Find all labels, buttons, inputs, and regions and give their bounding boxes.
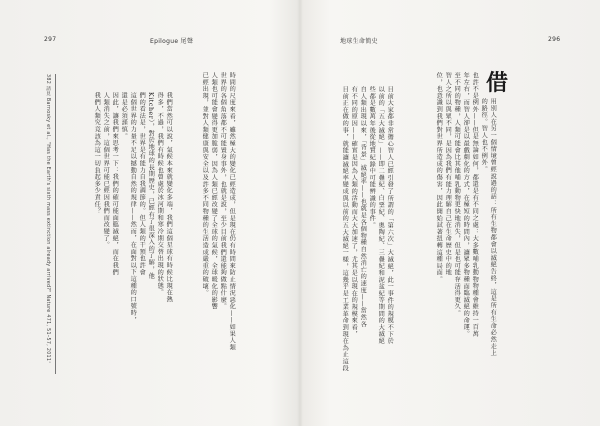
body-column: 目前大家都非常擔心智人已經引發了所謂的「第六次」大滅絕，此一事件的規模不下於 bbox=[386, 86, 394, 345]
body-column: 世界的各個角落都不可能置身事外，也就是說，至少目前我們還能夠做點什麼。 bbox=[219, 72, 227, 310]
running-head-right: 地球生命簡史 bbox=[340, 38, 378, 45]
body-column: 也許不是例外——但是無論如何，都還是有不同之處：大多數哺乳動物物種會維持一百萬 bbox=[471, 72, 479, 338]
footnote: 382 請見 Barnosky et al., "Has the Earth's sixth mass extinction already arrived?" Nature 471, 51–57, 2011。 bbox=[45, 74, 50, 367]
body-column: 時間的尺度來看，雖然極大的變化已經造成，但是現在仍有時間來防止情況惡化——如果人類 bbox=[228, 72, 236, 351]
body-column: 的路徑。智人也不例外。 bbox=[480, 98, 488, 173]
body-column: 得多，不過，我們有時候也曾處於冰河期和寒冷期交替出現的狀態。 bbox=[156, 92, 164, 296]
page-number-left: 297 bbox=[44, 36, 57, 43]
body-column: 用別人在另一個情境曾經說過的話：所有生物都會以滅絕告終，這是所有生命必然走上 bbox=[489, 98, 497, 357]
body-column: 智人之所以與眾不同，是因為我們有能力理解自己在生命歷史中的地 bbox=[444, 72, 452, 276]
body-column: 人類也可能會變得更加脆弱，因為人類已經改變了全球的氣候，全球暖化的影響 bbox=[210, 72, 218, 310]
body-column: 還是必須謹慎。 bbox=[120, 92, 128, 140]
body-column: 人類消失之前，這個世界可能已經因我們而改變了。 bbox=[102, 92, 110, 249]
body-column: 目前正在做的事，就能讓滅絕率變成與以前的五大滅絕一樣，這幾乎是工業革命到現在為止這段 bbox=[341, 86, 349, 372]
body-column: 年左右，而智人卻是以最戲劇化的方式，在極短的時間內，讓眾多物種面臨滅絕的命運。 bbox=[462, 72, 470, 338]
body-column: 位，也意識到我們對世界所造成的傷害，因此開始試著扭轉這種局面。 bbox=[435, 72, 443, 283]
body-column: 有不同的原因——確實是因為人類的活動而大大加速了，尤其是以現在的規模來看， bbox=[350, 86, 358, 338]
right-page bbox=[300, 0, 600, 426]
drop-cap: 借 bbox=[486, 70, 509, 96]
body-column: 我們當然可以說，氣候本來就變化多端，我們這個星球有時候比現在熱 bbox=[165, 92, 173, 303]
body-column: 我們人類究竟該為這一切負起多少責任？ bbox=[93, 92, 101, 215]
running-head-left: Epilogue 尾聲 bbox=[150, 38, 194, 45]
body-column: 些都是數萬年後從地質紀錄中可能辨識的事件。 bbox=[368, 86, 376, 229]
body-column: 至不同的物種，人類可能會比其他哺乳動物更快地消失，但是也可能存活得更久。 bbox=[453, 72, 461, 317]
body-column: 們的看法是，世界是有能力自我調節的。但人類的干預也許會 bbox=[138, 92, 146, 276]
body-column: 已經出現，並對人類健康與安全以及許多不同物種的生活造成嚴重的破壞。 bbox=[201, 72, 209, 297]
body-column: 因此，讓我們來思考一下：我們的確可能面臨滅絕，而在我們 bbox=[111, 92, 119, 276]
body-column: 這個世界的力量不足以撼動自然的規律——然而，在面對以下這種的口號時， bbox=[129, 92, 137, 324]
page-number-right: 296 bbox=[548, 36, 561, 43]
body-column: Kitcher），對於地球的長期歷史，已經有了很深入的了解，他 bbox=[147, 92, 155, 280]
body-column: 自人類出現以來，「背景」滅絕率——也就是各個物種自然消亡的速度——當然各 bbox=[359, 86, 367, 328]
footnote-divider bbox=[55, 74, 56, 374]
body-column: 以前的「五大滅絕」——即二疊紀、白堊紀、奧陶紀、三疊紀和泥盆紀等期間的大滅絕 bbox=[377, 86, 385, 345]
